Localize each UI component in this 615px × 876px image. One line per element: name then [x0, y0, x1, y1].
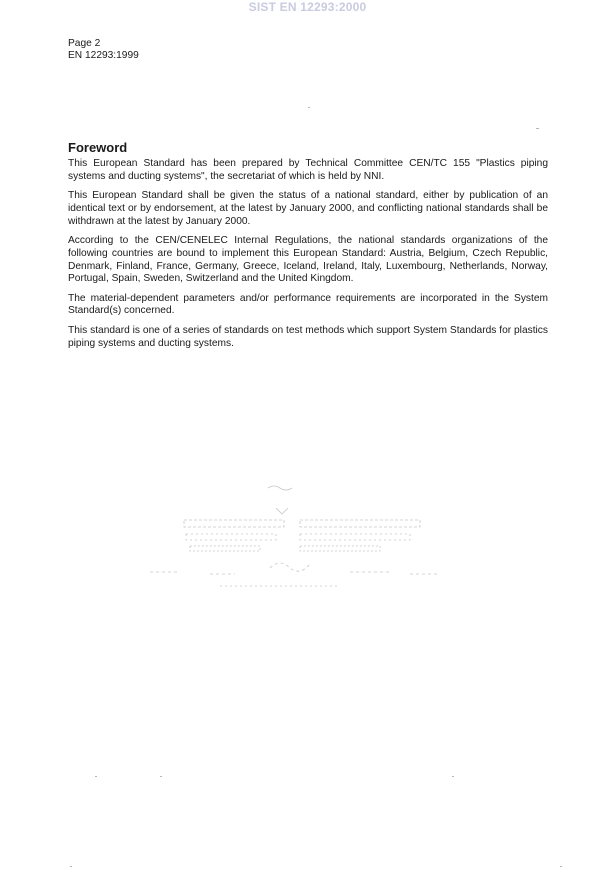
paragraph: According to the CEN/CENELEC Internal Regulations, the national standards organizations of the following countries are bound to implement this European Standard: Austria, Belgium, Czech Republic, Denmark, Finland, France, Germany, Greece, Iceland, Ireland, Italy, Luxembourg, Netherlands, Norway, Portugal, Spain, Sweden, Switzerland and the United Kingdom. [68, 234, 548, 285]
section-title: Foreword [68, 140, 128, 155]
paragraph: The material-dependent parameters and/or performance requirements are incorporated in the System Standard(s) concerned. [68, 292, 548, 317]
page-number: Page 2 [68, 38, 101, 49]
faded-stamp-graphic [150, 480, 450, 600]
page-header [68, 38, 139, 62]
document-id: EN 12293:1999 [68, 50, 139, 61]
watermark: SIST EN 12293:2000 [248, 0, 367, 14]
scan-speck [452, 776, 454, 777]
scan-speck [560, 866, 562, 867]
paragraph: This standard is one of a series of standards on test methods which support System Standards for plastics piping systems and ducting systems. [68, 324, 548, 349]
scan-speck [308, 107, 310, 108]
paragraph: This European Standard shall be given the status of a national standard, either by publication of an identical text or by endorsement, at the latest by January 2000, and conflicting national standards shall be withdrawn at the latest by January 2000. [68, 190, 548, 227]
foreword-body [68, 158, 548, 357]
scan-speck [70, 866, 72, 867]
scan-speck [160, 776, 162, 777]
scan-speck [95, 776, 97, 777]
paragraph: This European Standard has been prepared by Technical Committee CEN/TC 155 "Plastics piping systems and ducting systems", the secretariat of which is held by NNI. [68, 158, 548, 182]
scan-speck [536, 128, 539, 129]
